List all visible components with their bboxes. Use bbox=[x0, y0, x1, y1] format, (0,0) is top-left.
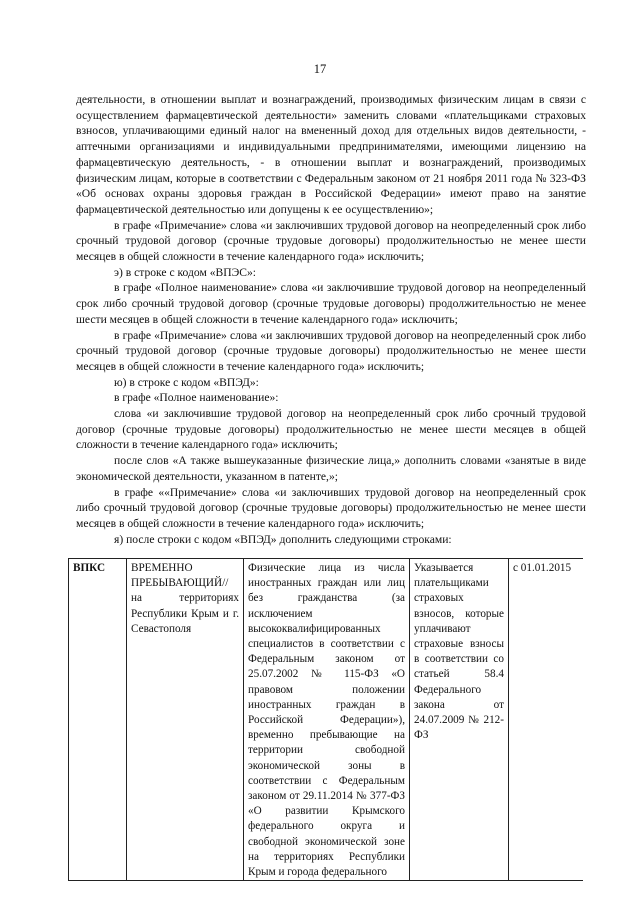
paragraph: в графе «Примечание» слова «и заключивших трудовой договор на неопределенный срок либо срочный трудовой договор (срочные трудовые договоры) продолжительностью не менее шести месяцев в общей сложности в течение календарного года» исключить; bbox=[76, 328, 586, 373]
name-title: ВРЕМЕННО ПРЕБЫВАЮЩИЙ// bbox=[131, 562, 229, 590]
note-cell: Указывается плательщиками страховых взносов, которые уплачивают страховые взносы в соответствии со статьей 58.4 Федерального закона от 24.07.2009 № 212-ФЗ bbox=[410, 559, 509, 881]
codes-table-container bbox=[68, 558, 583, 905]
paragraph: э) в строке с кодом «ВПЭС»: bbox=[114, 265, 257, 279]
paragraph: ю) в строке с кодом «ВПЭД»: bbox=[114, 375, 259, 389]
name-rest: на территориях Республики Крым и г. Севастополя bbox=[131, 592, 239, 635]
paragraph: я) после строки с кодом «ВПЭД» дополнить следующими строками: bbox=[114, 532, 452, 546]
date-cell: с 01.01.2015 bbox=[509, 559, 584, 881]
paragraph: деятельности, в отношении выплат и вознаграждений, производимых физическим лицам в связи с осуществлением фармацевтической деятельности» заменить словами «плательщиками страховых взносов, уплачивающими единый налог на вмененный доход для отдельных видов деятельности, - аптечными организациями и индивидуальными предпринимателями, имеющими лицензию на фармацевтическую деятельность, - в отношении выплат и вознаграждений, производимых физическим лицам, которые в соответствии с Федеральным законом от 21 ноября 2011 года № 323-ФЗ «Об основах охраны здоровья граждан в Российской Федерации» имеют право на занятие фармацевтической деятельностью или допущены к ее осуществлению»; bbox=[76, 93, 586, 216]
paragraph: в графе ««Примечание» слова «и заключивших трудовой договор на неопределенный срок либо срочный трудовой договор (срочные трудовые договоры) продолжительностью не менее шести месяцев в общей сложности в течение календарного года» исключить; bbox=[76, 485, 586, 530]
name-cell bbox=[127, 559, 244, 881]
table-row bbox=[69, 559, 584, 881]
paragraph: слова «и заключившие трудовой договор на неопределенный срок либо срочный трудовой договор (срочные трудовые договоры) продолжительностью не менее шести месяцев в общей сложности в течение календарного года» исключить; bbox=[76, 407, 586, 452]
paragraph: в графе «Полное наименование»: bbox=[114, 391, 279, 405]
paragraph: в графе «Полное наименование» слова «и заключившие трудовой договор на неопределенный срок либо срочный трудовой договор (срочные трудовые договоры) продолжительностью не менее шести месяцев в общей сложности в течение календарного года» исключить; bbox=[76, 281, 586, 326]
code-cell: ВПКС bbox=[69, 559, 127, 881]
document-body bbox=[76, 92, 586, 547]
paragraph: после слов «А также вышеуказанные физические лица,» дополнить словами «занятые в виде экономической деятельности, указанном в патенте,»; bbox=[76, 454, 586, 483]
paragraph: в графе «Примечание» слова «и заключивших трудовой договор на неопределенный срок либо срочный трудовой договор (срочные трудовые договоры) продолжительностью не менее шести месяцев в общей сложности в течение календарного года» исключить; bbox=[76, 218, 586, 264]
codes-table bbox=[68, 558, 583, 881]
description-cell: Физические лица из числа иностранных граждан или лиц без гражданства (за исключением высококвалифицированных специалистов в соответствии с Федеральным законом от 25.07.2002 № 115-ФЗ «О правовом положении иностранных граждан в Российской Федерации»), временно пребывающие на территории свободной экономической зоны в соответствии с Федеральным законом от 29.11.2014 № 377-ФЗ «О развитии Крымского федерального округа и свободной экономической зоне на территориях Республики Крым и города федерального bbox=[244, 559, 410, 881]
page-number: 17 bbox=[313, 62, 327, 76]
